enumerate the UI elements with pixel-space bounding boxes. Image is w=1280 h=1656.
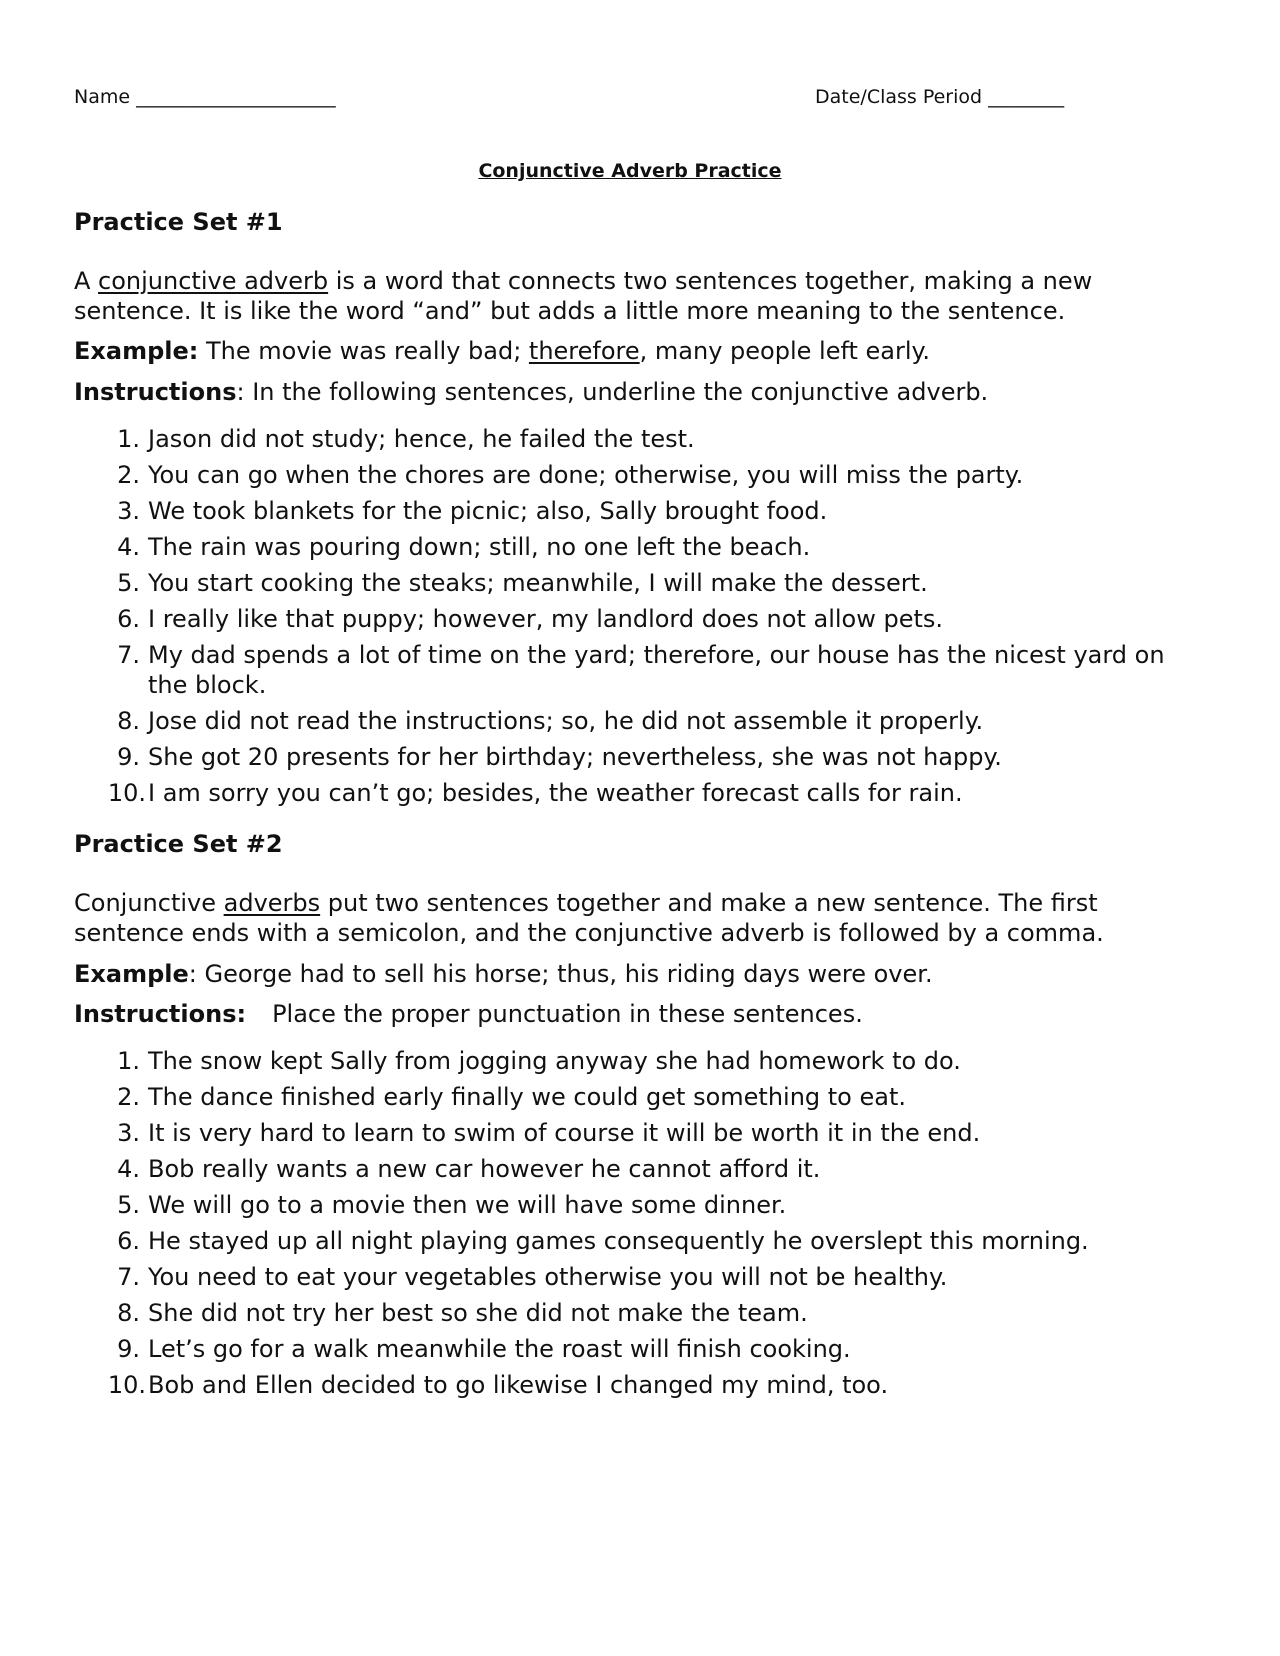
list-item-sentence: We took blankets for the picnic; also, Sally brought food. [148,497,828,525]
list-item-sentence: She did not try her best so she did not make the team. [148,1299,808,1327]
list-item [74,1079,1204,1115]
set2-heading: Practice Set #2 [74,830,283,858]
set1-heading: Practice Set #1 [74,208,283,236]
set2-example-text: : George had to sell his horse; thus, his riding days were over. [188,960,933,988]
list-item [74,457,1204,493]
set1-instructions-text: : In the following sentences, underline the conjunctive adverb. [236,378,989,406]
set2-intro-term: adverbs [223,889,321,917]
list-item [74,1367,1204,1403]
list-item [74,1331,1204,1367]
set2-intro [74,888,1204,948]
list-item-number: 3. [117,1119,140,1147]
set1-sentence-list [74,421,1204,811]
list-item-number: 1. [117,425,140,453]
list-item [74,601,1204,637]
set1-intro-rest: is a word that connects two sentences together, making a new sentence. It is like the word “and” but adds a little more meaning to the sentence. [74,267,1093,325]
list-item [74,1043,1204,1079]
list-item [74,703,1204,739]
list-item-sentence: The rain was pouring down; still, no one left the beach. [148,533,811,561]
list-item-number: 9. [117,743,140,771]
set1-example-label: Example: [74,337,199,365]
list-item-number: 7. [117,641,140,669]
list-item [74,1151,1204,1187]
list-item [74,565,1204,601]
set1-intro-term: conjunctive adverb [98,267,329,295]
list-item-sentence: My dad spends a lot of time on the yard; therefore, our house has the nicest yard on the block. [148,641,1165,699]
list-item-sentence: I am sorry you can’t go; besides, the weather forecast calls for rain. [148,779,963,807]
list-item [74,493,1204,529]
list-item-sentence: We will go to a movie then we will have some dinner. [148,1191,787,1219]
list-item-number: 5. [117,569,140,597]
list-item-sentence: You start cooking the steaks; meanwhile, I will make the dessert. [148,569,928,597]
list-item-number: 3. [117,497,140,525]
list-item [74,529,1204,565]
list-item-number: 1. [117,1047,140,1075]
set2-intro-rest: put two sentences together and make a new sentence. The first sentence ends with a semicolon, and the conjunctive adverb is followed by a comma. [74,889,1104,947]
list-item [74,1259,1204,1295]
list-item-sentence: The dance finished early finally we could get something to eat. [148,1083,907,1111]
list-item-number: 6. [117,605,140,633]
set1-intro [74,266,1204,326]
list-item-sentence: I really like that puppy; however, my landlord does not allow pets. [148,605,944,633]
list-item-sentence: Jose did not read the instructions; so, he did not assemble it properly. [148,707,984,735]
set1-example [74,336,1204,366]
list-item-sentence: It is very hard to learn to swim of course it will be worth it in the end. [148,1119,981,1147]
list-item-sentence: The snow kept Sally from jogging anyway she had homework to do. [148,1047,961,1075]
list-item-sentence: Bob and Ellen decided to go likewise I changed my mind, too. [148,1371,889,1399]
list-item-sentence: You can go when the chores are done; otherwise, you will miss the party. [148,461,1024,489]
set1-example-pre: The movie was really bad; [198,337,529,365]
list-item-sentence: She got 20 presents for her birthday; nevertheless, she was not happy. [148,743,1002,771]
set2-example [74,959,1204,989]
date-class-period-line: Date/Class Period ________ [815,86,1065,108]
page-title: Conjunctive Adverb Practice [478,160,782,182]
set2-instructions [74,999,1204,1029]
list-item-number: 7. [117,1263,140,1291]
set2-intro-lead: Conjunctive [74,889,224,917]
set1-example-post: , many people left early. [639,337,930,365]
list-item-sentence: Jason did not study; hence, he failed the test. [148,425,695,453]
list-item [74,1187,1204,1223]
list-item [74,1223,1204,1259]
list-item-number: 5. [117,1191,140,1219]
set1-instructions-label: Instructions [74,378,237,406]
list-item-number: 10. [107,779,146,807]
set1-instructions [74,377,1204,407]
list-item-number: 4. [117,533,140,561]
list-item [74,421,1204,457]
list-item-number: 10. [107,1371,146,1399]
list-item-sentence: You need to eat your vegetables otherwise you will not be healthy. [148,1263,948,1291]
list-item [74,775,1204,811]
list-item-number: 9. [117,1335,140,1363]
list-item [74,1115,1204,1151]
set2-sentence-list [74,1043,1204,1403]
list-item [74,637,1204,703]
list-item-number: 8. [117,1299,140,1327]
set2-instructions-text: Place the proper punctuation in these sentences. [272,1000,863,1028]
list-item-sentence: Let’s go for a walk meanwhile the roast will finish cooking. [148,1335,851,1363]
set2-instructions-label: Instructions: [74,1000,247,1028]
set1-intro-lead: A [74,267,99,295]
list-item-number: 2. [117,461,140,489]
list-item-sentence: Bob really wants a new car however he cannot afford it. [148,1155,821,1183]
name-line: Name _____________________ [74,86,336,108]
list-item-sentence: He stayed up all night playing games consequently he overslept this morning. [148,1227,1089,1255]
list-item [74,1295,1204,1331]
set2-example-label: Example [74,960,189,988]
set1-example-term: therefore [528,337,640,365]
list-item-number: 6. [117,1227,140,1255]
list-item-number: 2. [117,1083,140,1111]
list-item-number: 8. [117,707,140,735]
list-item [74,739,1204,775]
list-item-number: 4. [117,1155,140,1183]
